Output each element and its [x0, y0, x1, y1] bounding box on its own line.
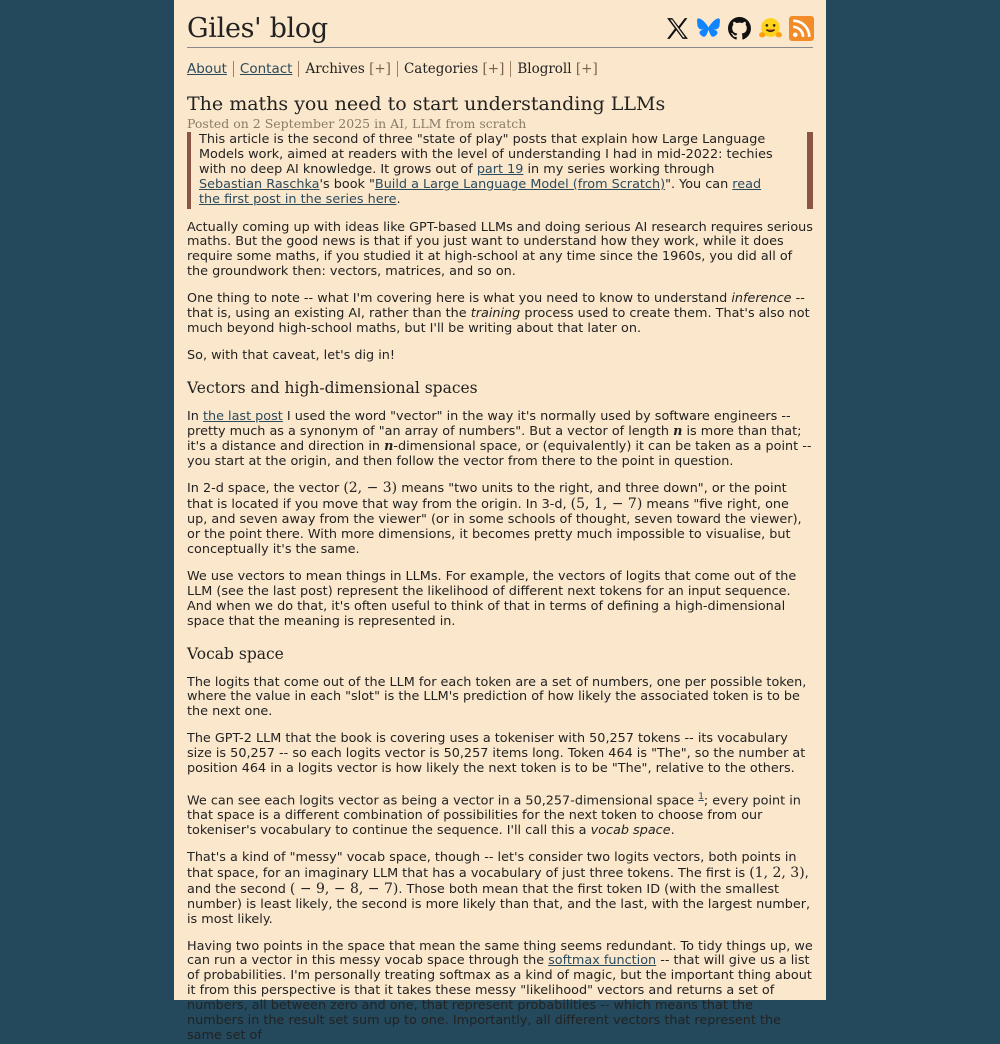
nav-item-archives[interactable]: [298, 61, 396, 77]
site-header: [187, 0, 813, 48]
softmax-link[interactable]: softmax function: [548, 953, 657, 969]
raschka-link[interactable]: Sebastian Raschka: [199, 176, 320, 192]
categories-expand[interactable]: [+]: [482, 61, 505, 77]
page: [174, 0, 826, 1043]
paragraph: Actually coming up with ideas like GPT-based LLMs and doing serious AI research requires serious maths. But the good news is that if you just want to understand how they work, while it does require some maths, if you studied it at high-school at any time since the 1960s, you did all of the groundwork then: vectors, matrices, and so on.: [187, 219, 813, 280]
bluesky-icon[interactable]: [696, 16, 721, 41]
last-post-link[interactable]: the last post: [202, 408, 283, 424]
post-title[interactable]: The maths you need to start understanding LLMs: [187, 93, 666, 115]
paragraph: We can see each logits vector as being a vector in a 50,257-dimensional space $^1$; every point in that space is a different combination of possibilities for the next token to choose from our tokeniser's vocabulary to continue the sequence. I'll call this a vocab space.: [187, 792, 801, 839]
site-title[interactable]: Giles' blog: [187, 13, 328, 44]
nav-item-contact: [233, 61, 299, 77]
paragraph: In the last post I used the word "vector" in the way it's normally used by software engineers -- pretty much as a synonym of "an array of numbers". But a vector of length n is more than that; it's a distance and direction in n-dimensional space, or (equivalently) it can be taken as a point -- you start at the origin, and then follow the vector from there to the point in question.: [187, 408, 812, 469]
nav-item-about: [187, 61, 233, 77]
paragraph: We use vectors to mean things in LLMs. For example, the vectors of logits that come out of the LLM (see the last post) represent the likelihood of different next tokens for an input sequence. And when we do that, it's often useful to think of that in terms of defining a high-dimensional space that the meaning is represented in.: [187, 568, 797, 629]
rss-icon[interactable]: [789, 16, 814, 41]
paragraph: In 2-d space, the vector (2, − 3) means "two units to the right, and three down", or the point that is located if you move that way from the origin. In 3-d, (5, 1, − 7) means "five right, one up, and seven away from the viewer" (or in some schools of thought, seven toward the viewer), or the point there. With more dimensions, it becomes pretty much impossible to visualise, but conceptually it's the same.: [187, 480, 802, 558]
section-heading-vectors: Vectors and high-dimensional spaces: [187, 378, 478, 397]
blogroll-label: Blogroll: [517, 61, 572, 77]
first-post-link[interactable]: read the first post in the series here: [199, 176, 762, 207]
intro-callout: This article is the second of three "state of play" posts that explain how Large Language Models work, aimed at readers with the level of understanding I had in mid-2022: techies with no deep AI knowledge. It grows out of part 19 in my series working through Sebastian Raschka's book "Build a Large Language Model (from Scratch)". You can read the first post in the series here.: [187, 132, 813, 209]
book-link[interactable]: Build a Large Language Model (from Scratch): [374, 176, 666, 192]
paragraph: So, with that caveat, let's dig in!: [187, 347, 396, 363]
nav-item-blogroll[interactable]: [510, 61, 603, 77]
paragraph: The logits that come out of the LLM for each token are a set of numbers, one per possible token, where the value in each "slot" is the LLM's prediction of how likely the associated token is to be the next one.: [187, 674, 807, 720]
post-meta: Posted on 2 September 2025 in AI, LLM from scratch: [187, 116, 527, 131]
archives-expand[interactable]: [+]: [369, 61, 391, 77]
blogroll-expand[interactable]: [+]: [575, 61, 598, 77]
social-links: [665, 16, 814, 41]
archives-label: Archives: [305, 61, 365, 77]
section-heading-vocab: Vocab space: [187, 644, 284, 663]
paragraph: That's a kind of "messy" vocab space, though -- let's consider two logits vectors, both points in that space, for an imaginary LLM that has a vocabulary of just three tokens. The first is (1, 2, 3), and the second ( − 9, − 8, − 7). Those both mean that the first token ID (with the smallest number) is least likely, the second is more likely than that, and the last, with the largest number, is most likely.: [187, 849, 811, 927]
footnote-link[interactable]: 1: [698, 792, 704, 802]
github-icon[interactable]: [727, 16, 752, 41]
part-19-link[interactable]: part 19: [476, 161, 524, 177]
huggingface-icon[interactable]: [758, 16, 783, 41]
categories-label: Categories: [403, 61, 479, 77]
main-nav: [187, 60, 813, 78]
nav-item-categories[interactable]: [397, 61, 510, 77]
paragraph: One thing to note -- what I'm covering here is what you need to know to understand inference -- that is, using an existing AI, rather than the training process used to create them. That's also not much beyond high-school maths, but I'll be writing about that later on.: [187, 291, 810, 336]
x-icon[interactable]: [665, 16, 690, 41]
paragraph: The GPT-2 LLM that the book is covering uses a tokeniser with 50,257 tokens -- its vocabulary size is 50,257 -- so each logits vector is 50,257 items long. Token 464 is "The", so the number at position 464 in a logits vector is how likely the next token is to be "The", relative to the others.: [187, 731, 806, 777]
about-link[interactable]: About: [187, 61, 227, 77]
article-body: [187, 132, 813, 1044]
paragraph: Having two points in the space that mean the same thing seems redundant. To tidy things up, we can run a vector in this messy vocab space through the softmax function -- that will give us a list of probabilities. I'm personally treating softmax as a kind of magic, but the important thing about it from this perspective is that it takes these messy "likelihood" vectors and returns a set of numbers, all between zero and one, that represent probabilities -- which means that the numbers in the result set sum up to one. Importantly, all different vectors that represent the same set of: [187, 938, 813, 1043]
contact-link[interactable]: Contact: [239, 61, 293, 77]
